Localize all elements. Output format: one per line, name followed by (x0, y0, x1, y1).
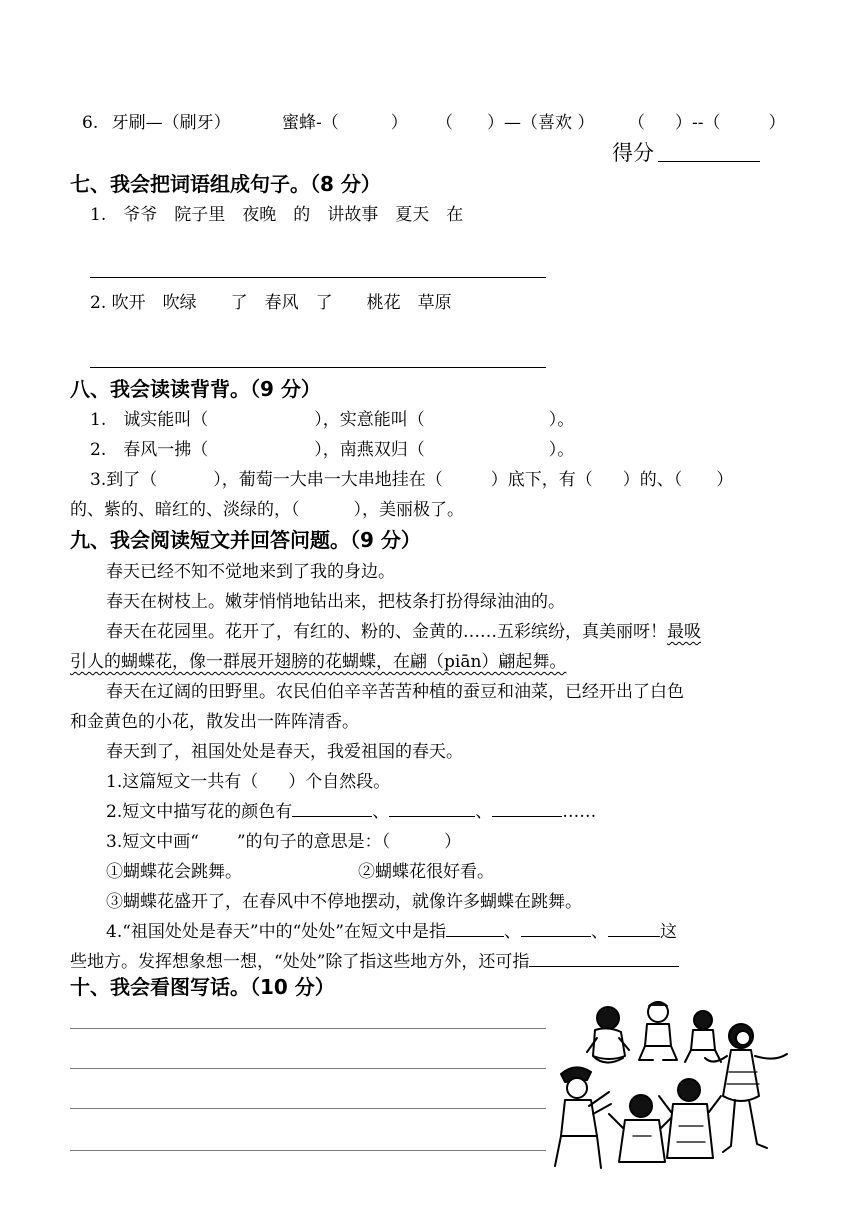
writing-line-2[interactable] (70, 1068, 546, 1069)
passage-p4-line2: 和金黄色的小花，散发出一阵阵清香。 (70, 712, 359, 732)
child-figure-3 (685, 1011, 721, 1062)
passage-p3-line1: 春天在花园里。花开了，有红的、粉的、金黄的……五彩缤纷，真美丽呀！最吸 (106, 622, 701, 642)
sec7-q2-answer-line[interactable] (90, 367, 546, 368)
places-blank-3[interactable] (608, 920, 660, 937)
passage-p2: 春天在树枝上。嫩芽悄悄地钻出来，把枝条打扮得绿油油的。 (106, 592, 565, 612)
places-blank-1[interactable] (446, 920, 504, 937)
writing-line-4[interactable] (70, 1150, 546, 1151)
section-9-title: 九、我会阅读短文并回答问题。（9 分） (70, 528, 421, 552)
places-blank-2[interactable] (521, 920, 591, 937)
sec8-q3-line1: 3.到了（ ），葡萄一大串一大串地挂在（ ）底下，有（ ）的、（ ） (90, 470, 734, 490)
sec9-q3: 3.短文中画“ ”的句子的意思是：（ ） (106, 832, 462, 852)
sec7-q1: 1. 爷爷 院子里 夜晚 的 讲故事 夏天 在 (90, 205, 464, 225)
wavy-mark-sample (199, 835, 237, 847)
writing-line-3[interactable] (70, 1108, 546, 1109)
sec9-q1: 1.这篇短文一共有（ ）个自然段。 (106, 772, 391, 792)
flower-color-blank-3[interactable] (492, 800, 562, 817)
section-8-title: 八、我会读读背背。（9 分） (70, 377, 321, 401)
child-figure-2 (639, 1002, 677, 1060)
q6-item-d: （ ）--（ ） (628, 113, 786, 133)
sec9-q3-option-3[interactable]: ③蝴蝶花盛开了，在春风中不停地摆动，就像许多蝴蝶在跳舞。 (106, 892, 582, 912)
section-7-title: 七、我会把词语组成句子。（8 分） (70, 172, 381, 196)
passage-p1: 春天已经不知不觉地来到了我的身边。 (106, 562, 395, 582)
sec9-q3-option-2[interactable]: ②蝴蝶花很好看。 (358, 862, 494, 882)
passage-p5: 春天到了，祖国处处是春天，我爱祖国的春天。 (106, 742, 463, 762)
q6-example: 牙刷—（刷牙） (111, 113, 231, 133)
q6-number: 6. (82, 113, 99, 133)
sec8-q1: 1. 诚实能叫（ ），实意能叫（ ）。 (90, 410, 575, 430)
child-figure-6 (659, 1079, 721, 1158)
wavy-sentence-end: 引人的蝴蝶花，像一群展开翅膀的花蝴蝶，在翩（piān）翩起舞。 (70, 652, 567, 672)
sec7-q1-answer-line[interactable] (90, 277, 546, 278)
passage-p3-line2 (70, 647, 566, 672)
sec9-q4-line1: 4.“祖国处处是春天”中的“处处”在短文中是指 、 、 这 (106, 922, 677, 942)
sec7-q2: 2. 吹开 吹绿 了 春风 了 桃花 草原 (90, 293, 452, 313)
sec9-q3-option-1[interactable]: ①蝴蝶花会跳舞。 (106, 862, 242, 882)
sec8-q3-line2: 的、紫的、暗红的、淡绿的，（ ），美丽极了。 (70, 500, 464, 520)
imagine-places-blank[interactable] (529, 950, 679, 967)
child-figure-1 (587, 1007, 629, 1063)
sec9-q4-line2: 些地方。发挥想象想一想，“处处”除了指这些地方外，还可指 (70, 947, 679, 972)
flower-color-blank-1[interactable] (292, 800, 372, 817)
q6-item-b: 蜜蜂-（ ） (282, 113, 408, 133)
passage-p4-line1: 春天在辽阔的田野里。农民伯伯辛辛苦苦种植的蚕豆和油菜，已经开出了白色 (106, 682, 684, 702)
flower-color-blank-2[interactable] (389, 800, 475, 817)
sec8-q2: 2. 春风一拂（ ），南燕双归（ ）。 (90, 440, 575, 460)
sec9-q2: 2.短文中描写花的颜色有 、 、 …… (106, 802, 597, 822)
writing-line-1[interactable] (70, 1028, 546, 1029)
dancing-girl-figure (705, 1024, 787, 1152)
q6-item-c: （ ）—（喜欢 ） (436, 113, 595, 133)
children-dancing-illustration (553, 996, 793, 1178)
child-figure-4 (555, 1067, 611, 1168)
score-blank[interactable] (658, 161, 760, 162)
section-10-title: 十、我会看图写话。（10 分） (70, 975, 335, 999)
q6-line (82, 108, 231, 133)
wavy-sentence-start: 最吸 (667, 622, 701, 642)
score-label: 得分 (612, 141, 654, 165)
